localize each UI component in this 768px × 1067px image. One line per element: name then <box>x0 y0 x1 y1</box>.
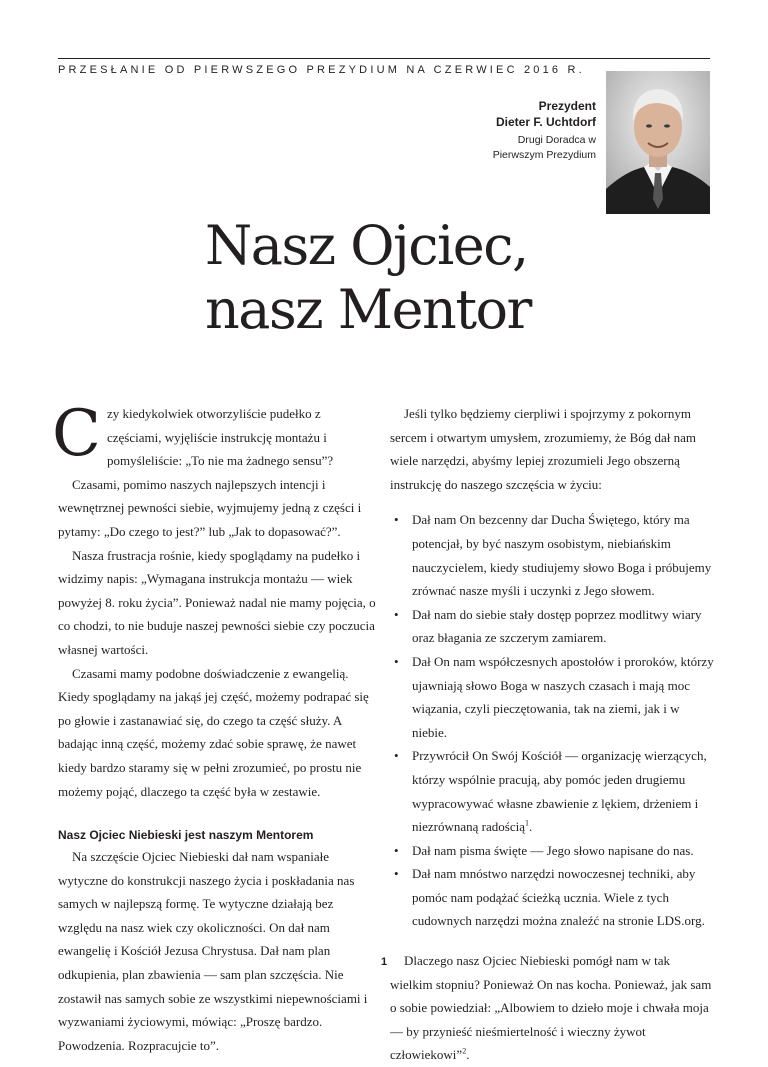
header-rule <box>58 58 710 59</box>
list-item <box>390 603 714 650</box>
list-item-text: Dał nam do siebie stały dostęp poprzez modlitwy wiary oraz błagania ze szczerym zamiarem. <box>412 606 702 646</box>
list-item-text: Dał nam mnóstwo narzędzi nowoczesnej techniki, aby pomóc nam podążać ścieżką ucznia. Wiele z tych cudownych narzędzi można znaleźć na stronie LDS.org. <box>412 866 705 929</box>
tools-list <box>390 508 714 933</box>
list-item: • Przywrócił On Swój Kościół — organizację wierzących, którzy wspólnie pracują, aby pomóc jeden drugiemu wypracowywać własne zbawienie z lękiem, drżeniem i niezrównaną radością$^1$. <box>390 744 714 838</box>
list-item <box>390 862 714 933</box>
bullet-icon: • <box>394 606 399 622</box>
author-calling-line1: Drugi Doradca w <box>517 134 596 146</box>
list-item <box>390 839 714 863</box>
article-title <box>205 214 531 342</box>
section-subhead: Nasz Ojciec Niebieski jest naszym Mentorem <box>58 828 314 843</box>
paragraph-5: Na szczęście Ojciec Niebieski dał nam wspaniałe wytyczne do konstrukcji naszego życia i poskładania nas samych w najlepszą formę. Te wytyczne działają bez względu na nasz wiek czy okoliczności. On dał nam ewangelię i Kościół Jezusa Chrystusa. Dał nam plan odkupienia, plan zbawienia — sam plan szczęścia. Nie zostawił nas samych sobie ze wszystkimi niepewnościami i wyzwaniami życiowymi, mówiąc: „Proszę bardzo. Powodzenia. Rozpracujcie to”. <box>58 849 368 1053</box>
title-line-2: nasz Mentor <box>205 278 531 341</box>
page-number: 1 <box>380 956 388 968</box>
paragraph-3: Nasza frustracja rośnie, kiedy spoglądamy na pudełko i widzimy napis: „Wymagana instrukcja montażu — wiek powyżej 8. roku życia”. Ponieważ nadal nie mamy pojęcia, o co chodzi, to nie buduje naszej pewności siebie czy poczucia własnej wartości. <box>58 547 376 657</box>
bullet-icon: • <box>394 653 399 669</box>
bullet-icon: • <box>394 748 399 764</box>
bullet-icon: • <box>394 512 399 528</box>
author-portrait <box>606 71 710 214</box>
list-item-text: Przywrócił On Swój Kościół — organizację wierzących, którzy wspólnie pracują, aby pomóc jeden drugiemu wypracowywać własne zbawienie z lękiem, drżeniem i niezrównaną radością <box>412 748 707 835</box>
footnote-marker: 1 <box>524 818 529 828</box>
paragraph-6: Jeśli tylko będziemy cierpliwi i spojrzymy z pokornym sercem i otwartym umysłem, zrozumiemy, że Bóg dał nam wiele narzędzi, abyśmy lepiej zrozumieli Jego obszerną instrukcję do naszego szczęścia w życiu: <box>390 406 697 492</box>
paragraph-7-end: . <box>466 1047 470 1063</box>
author-byline <box>493 98 596 163</box>
list-item-text: Dał nam pisma święte — Jego słowo napisane do nas. <box>412 842 694 858</box>
author-name: Dieter F. Uchtdorf <box>495 115 596 129</box>
paragraph-7-text: Dlaczego nasz Ojciec Niebieski pomógł nam w tak wielkim stopniu? Ponieważ On nas kocha. Ponieważ, jak sam o sobie powiedział: „Albowiem to dzieło moje i chwała moja — by przynieść nieśmiertelność i wieczny żywot człowiekowi” <box>390 953 712 1063</box>
section-kicker: PRZESŁANIE OD PIERWSZEGO PREZYDIUM NA CZERWIEC 2016 R. <box>58 64 585 76</box>
drop-cap: C <box>52 397 101 471</box>
bullet-icon: • <box>394 842 399 858</box>
list-item <box>390 650 714 744</box>
title-line-1: Nasz Ojciec, <box>205 214 528 277</box>
list-item-text: Dał On nam współczesnych apostołów i proroków, którzy ujawniają słowo Boga w naszych czasach i mają moc wiązania, czyli pieczętowania, tak na ziemi, jak i w niebie. <box>412 653 714 740</box>
author-role: Prezydent <box>538 99 596 113</box>
list-item-text: Dał nam On bezcenny dar Ducha Świętego, który ma potencjał, by być naszym osobistym, niebiańskim nauczycielem, kiedy studiujemy słowo Boga i próbujemy zrównać nasze myśli i uczynki z Jego słowem. <box>412 512 712 599</box>
author-calling-line2: Pierwszym Prezydium <box>492 149 596 161</box>
paragraph-2: Czasami, pomimo naszych najlepszych intencji i wewnętrznej pewności siebie, wyjmujemy jedną z części i pytamy: „Do czego to jest?” lub „Jak to dopasować?”. <box>58 476 362 539</box>
bullet-icon: • <box>394 866 399 882</box>
footnote-marker: 2 <box>462 1047 467 1057</box>
portrait-image <box>606 71 710 214</box>
paragraph-1: zy kiedykolwiek otworzyliście pudełko z częściami, wyjęliście instrukcję montażu i pomyśleliście: „To nie ma żadnego sensu”? <box>106 406 334 469</box>
paragraph-4: Czasami mamy podobne doświadczenie z ewangelią. Kiedy spoglądamy na jakąś jej część, możemy podrapać się po głowie i zastanawiać się, do czego ta część służy. A badając inną część, możemy zdać sobie sprawę, że nawet kiedy bardzo staramy się w pełni zrozumieć, po prostu nie możemy pojąć, dlaczego ta część była w zestawie. <box>58 665 369 799</box>
list-item <box>390 508 714 602</box>
author-calling <box>493 133 596 163</box>
